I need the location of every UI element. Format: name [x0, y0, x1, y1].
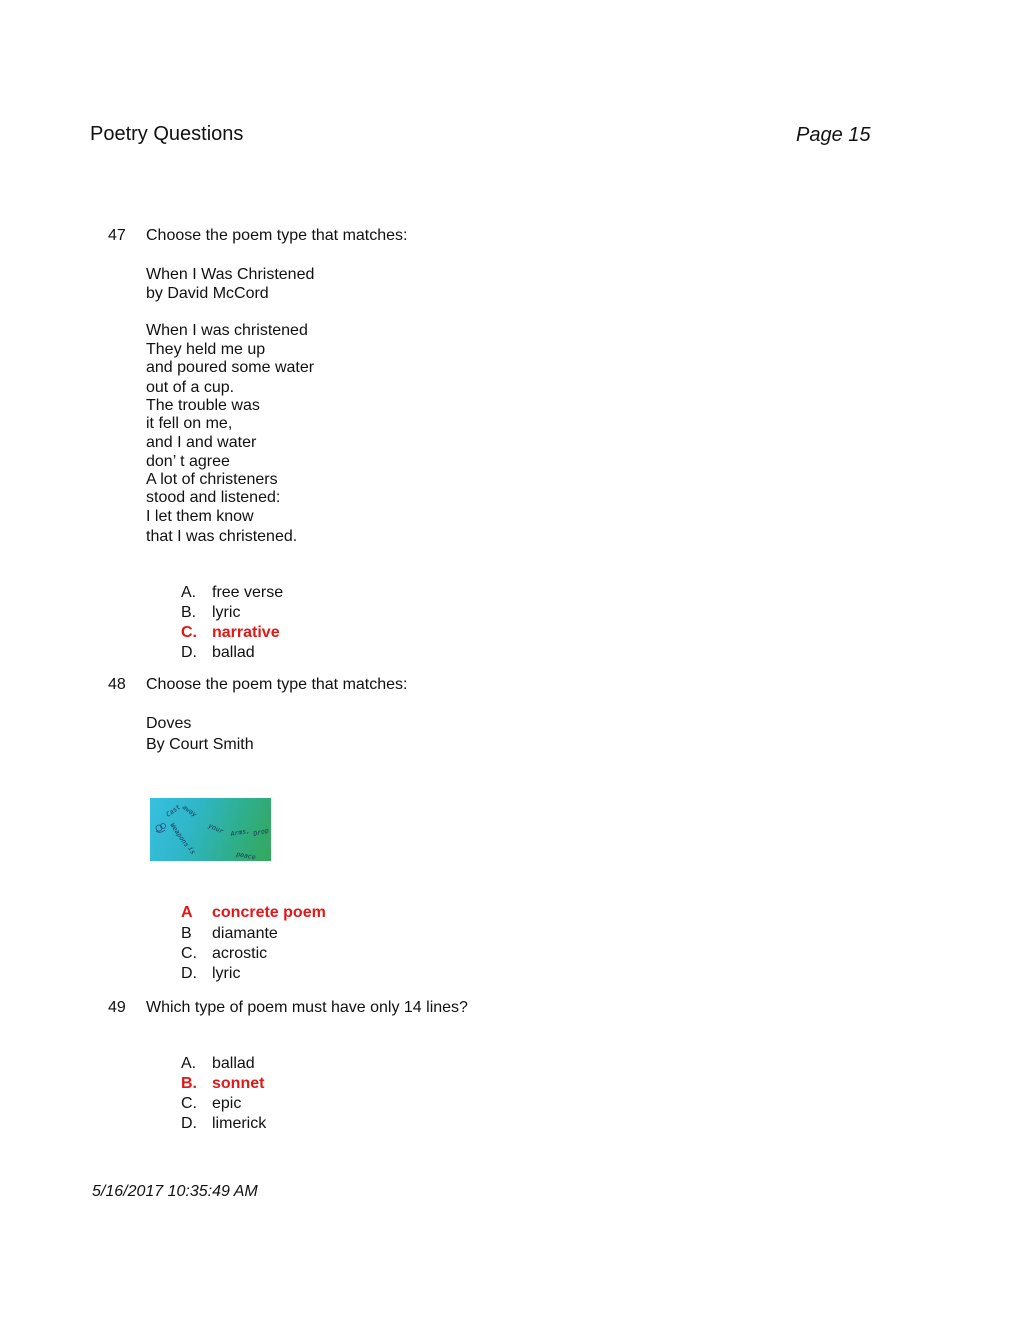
option-letter: A. — [181, 1055, 197, 1072]
correct-option-letter: A — [181, 904, 193, 921]
option-text: ballad — [212, 644, 255, 661]
image-word: Arms, — [229, 826, 251, 838]
image-word: peace — [235, 850, 257, 861]
correct-option-text: narrative — [212, 624, 280, 641]
poem-line: it fell on me, — [146, 415, 233, 432]
option-letter: B — [181, 925, 192, 942]
question-prompt: Choose the poem type that matches: — [146, 676, 408, 693]
poem-author: by David McCord — [146, 285, 269, 302]
option-text: free verse — [212, 584, 284, 601]
option-letter: D. — [181, 1115, 197, 1132]
poem-line: stood and listened: — [146, 489, 281, 506]
poem-title: When I Was Christened — [146, 266, 315, 283]
image-word: your — [207, 821, 225, 836]
option-text: limerick — [212, 1115, 267, 1132]
correct-option-text: concrete poem — [212, 904, 326, 921]
footer-timestamp: 5/16/2017 10:35:49 AM — [92, 1183, 258, 1200]
option-text: diamante — [212, 925, 278, 942]
poem-line: The trouble was — [146, 397, 260, 414]
option-letter: D. — [181, 965, 197, 982]
poem-line: A lot of christeners — [146, 471, 278, 488]
correct-option-letter: B. — [181, 1075, 197, 1092]
question-number: 48 — [108, 676, 126, 693]
poem-line: When I was christened — [146, 322, 308, 339]
option-letter: A. — [181, 584, 197, 601]
question-prompt: Which type of poem must have only 14 lines? — [146, 999, 468, 1016]
option-text: epic — [212, 1095, 242, 1112]
option-letter: C. — [181, 1095, 197, 1112]
concrete-poem-image — [150, 798, 271, 861]
option-text: lyric — [212, 604, 241, 621]
question-prompt: Choose the poem type that matches: — [146, 227, 408, 244]
poem-line: They held me up — [146, 341, 266, 358]
question-number: 49 — [108, 999, 126, 1016]
correct-option-text: sonnet — [212, 1075, 265, 1092]
image-word: Weapons — [168, 821, 191, 849]
option-letter: B. — [181, 604, 197, 621]
page-number: Page 15 — [796, 124, 871, 146]
poem-author: By Court Smith — [146, 736, 254, 753]
poem-line: and poured some water — [146, 359, 315, 376]
poem-line: and I and water — [146, 434, 257, 451]
poem-line: don’ t agree — [146, 453, 230, 470]
option-text: lyric — [212, 965, 241, 982]
image-word: is — [186, 845, 198, 856]
poem-line: out of a cup. — [146, 379, 235, 396]
question-number: 47 — [108, 227, 126, 244]
poem-title: Doves — [146, 715, 192, 732]
page-title: Poetry Questions — [90, 123, 244, 145]
poem-line: I let them know — [146, 508, 254, 525]
option-letter: D. — [181, 644, 197, 661]
image-word: away — [180, 803, 199, 819]
option-text: ballad — [212, 1055, 255, 1072]
correct-option-letter: C. — [181, 624, 197, 641]
image-word: Drop — [252, 826, 270, 838]
option-text: acrostic — [212, 945, 268, 962]
image-word: Cast — [164, 803, 182, 819]
option-letter: C. — [181, 945, 197, 962]
poem-line: that I was christened. — [146, 528, 298, 545]
